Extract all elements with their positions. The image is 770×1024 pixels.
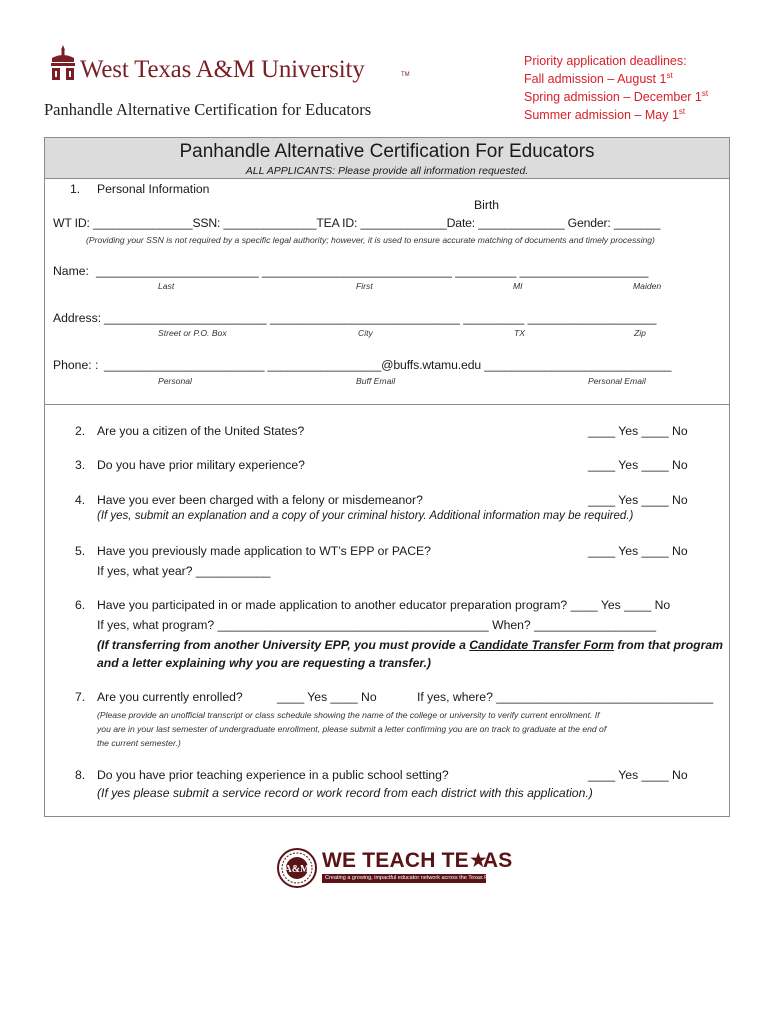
fall-deadline-text: Fall admission – August 1 xyxy=(524,72,667,86)
q5-text: Have you previously made application to WT’s EPP or PACE? xyxy=(97,544,431,558)
q4-answer-field[interactable]: ____ Yes ____ No xyxy=(588,493,688,507)
form-title: Panhandle Alternative Certification For Educators xyxy=(179,141,595,162)
candidate-transfer-form-link[interactable]: Candidate Transfer Form xyxy=(469,638,614,652)
svg-text:A&M: A&M xyxy=(284,864,310,875)
we-teach-texas-logo xyxy=(322,848,512,873)
divider xyxy=(44,404,730,405)
brand-text-end: AS xyxy=(482,849,513,872)
q6-transfer-note-cont: and a letter explaining why you are requesting a transfer.) xyxy=(97,656,431,670)
deadlines-title: Priority application deadlines: xyxy=(524,54,687,68)
q8-answer-field[interactable]: ____ Yes ____ No xyxy=(588,768,688,782)
summer-deadline xyxy=(524,106,708,124)
university-name: West Texas A&M University xyxy=(80,56,365,83)
q7-text: Are you currently enrolled? xyxy=(97,690,243,704)
ids-line-field[interactable]: WT ID: _______________SSN: ______________TEA ID: _____________Date: _____________ Gender: _______ xyxy=(53,216,661,230)
caption-personal: Personal xyxy=(158,376,192,386)
fall-deadline xyxy=(524,70,708,88)
atm-seal-icon xyxy=(277,848,317,888)
q5-answer-field[interactable]: ____ Yes ____ No xyxy=(588,544,688,558)
trademark: TM xyxy=(401,72,410,78)
university-logo-icon xyxy=(48,44,78,82)
q2-answer-field[interactable]: ____ Yes ____ No xyxy=(588,424,688,438)
section1-number: 1. xyxy=(70,182,81,196)
brand-text: WE TEACH TE xyxy=(322,849,469,872)
form-subtitle: ALL APPLICANTS: Please provide all information requested. xyxy=(245,165,529,177)
phone-label: Phone: : xyxy=(53,358,99,372)
q7-where-field[interactable]: If yes, where? ________________________________ xyxy=(417,690,714,704)
q8-note: (If yes please submit a service record or work record from each district with this application.) xyxy=(97,786,593,800)
q6-note-part-b: from that program xyxy=(613,638,723,652)
q6-transfer-note xyxy=(97,638,723,652)
spring-deadline xyxy=(524,88,708,106)
q5-followup-field[interactable]: If yes, what year? ___________ xyxy=(97,564,271,578)
q8-number: 8. xyxy=(75,768,86,782)
q3-text: Do you have prior military experience? xyxy=(97,458,305,472)
caption-maiden: Maiden xyxy=(633,281,662,291)
caption-tx: TX xyxy=(514,328,525,338)
section1-label: Personal Information xyxy=(97,182,210,196)
caption-buff-email: Buff Email xyxy=(356,376,396,386)
ssn-note: (Providing your SSN is not required by a specific legal authority; however, it is used to ensure accurate matching of documents and timely processing) xyxy=(86,235,655,245)
q8-text: Do you have prior teaching experience in a public school setting? xyxy=(97,768,449,782)
name-field[interactable]: ________________________ ____________________________ _________ ___________________ xyxy=(96,264,649,278)
address-field[interactable]: ________________________ ____________________________ _________ ___________________ xyxy=(104,311,657,325)
q7-note-line2: you are in your last semester of undergraduate enrollment, please submit a letter confirming you are on track to graduate at the end of xyxy=(97,724,607,734)
q7-answer-field[interactable]: ____ Yes ____ No xyxy=(277,690,377,704)
brand-tagline: Creating a growing, impactful educator network across the Texas Panhandle xyxy=(325,875,511,881)
summer-sup: st xyxy=(678,106,686,116)
q3-answer-field[interactable]: ____ Yes ____ No xyxy=(588,458,688,472)
q6-number: 6. xyxy=(75,598,86,612)
spring-sup: st xyxy=(701,88,709,98)
q2-number: 2. xyxy=(75,424,86,438)
q4-text: Have you ever been charged with a felony or misdemeanor? xyxy=(97,493,423,507)
caption-city: City xyxy=(358,328,373,338)
caption-first: First xyxy=(356,281,373,291)
q7-number: 7. xyxy=(75,690,86,704)
caption-street: Street or P.O. Box xyxy=(158,328,227,338)
name-label: Name: xyxy=(53,264,89,278)
texas-star-icon: ★ xyxy=(468,849,488,872)
q6-followup-field[interactable]: If yes, what program? ________________________________________ When? __________________ xyxy=(97,618,657,632)
deadlines-box xyxy=(524,52,708,124)
divider xyxy=(44,178,730,179)
q5-number: 5. xyxy=(75,544,86,558)
q6-note-part-a: (If transferring from another University EPP, you must provide a xyxy=(97,638,470,652)
q7-note-line3: the current semester.) xyxy=(97,738,181,748)
q2-text: Are you a citizen of the United States? xyxy=(97,424,305,438)
address-label: Address: xyxy=(53,311,102,325)
caption-last: Last xyxy=(158,281,175,291)
q4-note: (If yes, submit an explanation and a copy of your criminal history. Additional information may be required.) xyxy=(97,510,634,522)
phone-email-field[interactable]: ________________________ _________________@buffs.wtamu.edu ____________________________ xyxy=(104,358,672,372)
q4-number: 4. xyxy=(75,493,86,507)
summer-deadline-text: Summer admission – May 1 xyxy=(524,108,679,122)
q7-note-line1: (Please provide an unofficial transcript or class schedule showing the name of the college or university to verify current enrollment. If xyxy=(97,710,600,720)
program-name: Panhandle Alternative Certification for Educators xyxy=(44,100,372,119)
q6-text-field[interactable]: Have you participated in or made application to another educator preparation program? ____ Yes ____ No xyxy=(97,598,671,612)
caption-personal-email: Personal Email xyxy=(588,376,646,386)
spring-deadline-text: Spring admission – December 1 xyxy=(524,90,702,104)
caption-mi: MI xyxy=(513,281,523,291)
birth-label: Birth xyxy=(474,198,500,212)
caption-zip: Zip xyxy=(634,328,646,338)
q3-number: 3. xyxy=(75,458,86,472)
fall-sup: st xyxy=(666,70,673,80)
